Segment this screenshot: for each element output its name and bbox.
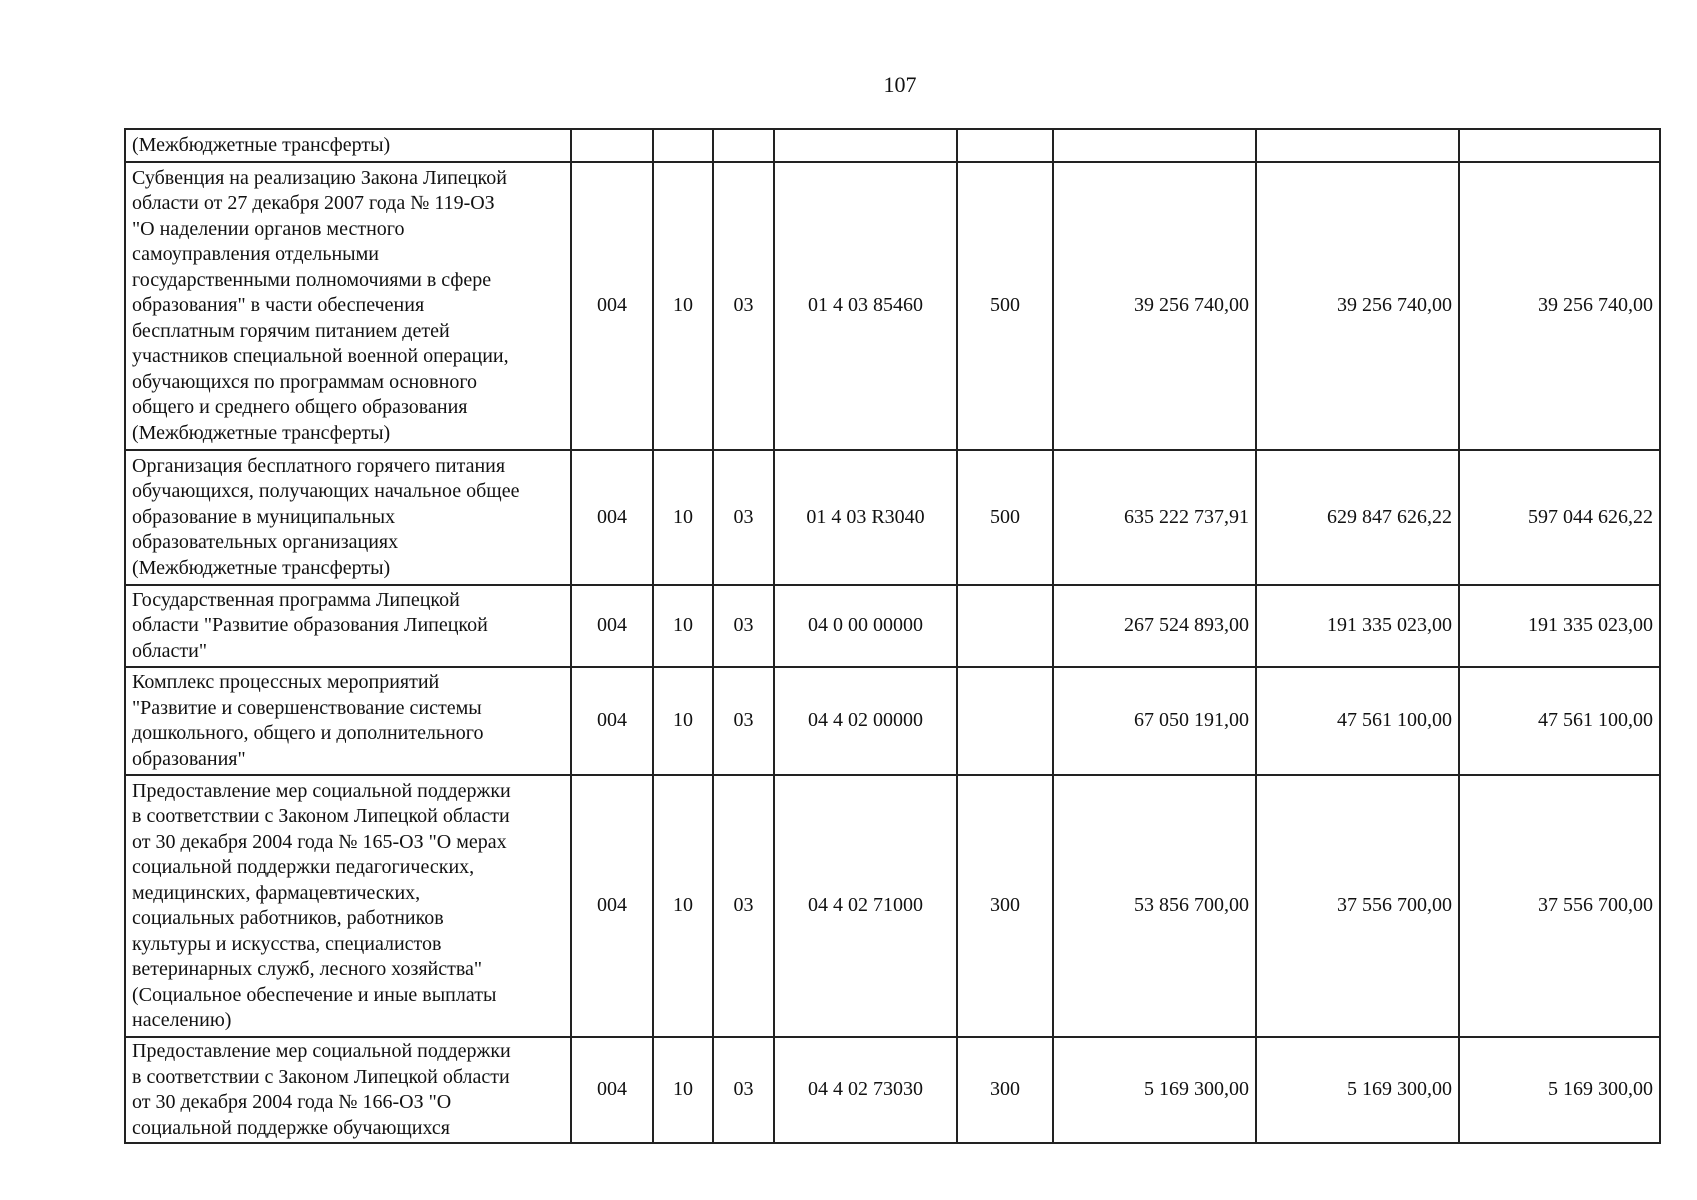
expense-type-code	[957, 667, 1053, 775]
expense-type-code: 300	[957, 1037, 1053, 1143]
expense-type-code: 300	[957, 775, 1053, 1037]
target-article-code	[774, 129, 957, 162]
subsection-code	[713, 129, 774, 162]
section-code	[653, 129, 713, 162]
subsection-code: 03	[713, 775, 774, 1037]
table-row	[125, 1037, 1660, 1143]
subsection-code: 03	[713, 1037, 774, 1143]
row-description: (Межбюджетные трансферты)	[125, 129, 571, 162]
budget-table	[124, 128, 1661, 1144]
ministry-code: 004	[571, 450, 653, 585]
amount-year-1: 53 856 700,00	[1053, 775, 1256, 1037]
section-code: 10	[653, 585, 713, 667]
amount-year-1: 67 050 191,00	[1053, 667, 1256, 775]
row-description: Организация бесплатного горячего питания обучающихся, получающих начальное общее образование в муниципальных образовательных организациях (Межбюджетные трансферты)	[125, 450, 571, 585]
table-body	[125, 129, 1660, 1143]
row-description: Предоставление мер социальной поддержки в соответствии с Законом Липецкой области от 30 декабря 2004 года № 166-ОЗ "О социальной поддержке обучающихся	[125, 1037, 571, 1143]
table-row	[125, 450, 1660, 585]
expense-type-code: 500	[957, 162, 1053, 450]
subsection-code: 03	[713, 162, 774, 450]
expense-type-code	[957, 129, 1053, 162]
page-number: 107	[883, 72, 917, 97]
amount-year-1: 635 222 737,91	[1053, 450, 1256, 585]
target-article-code: 04 4 02 73030	[774, 1037, 957, 1143]
target-article-code: 04 0 00 00000	[774, 585, 957, 667]
table-row	[125, 585, 1660, 667]
expense-type-code	[957, 585, 1053, 667]
ministry-code: 004	[571, 775, 653, 1037]
amount-year-1: 267 524 893,00	[1053, 585, 1256, 667]
ministry-code: 004	[571, 585, 653, 667]
amount-year-2: 37 556 700,00	[1256, 775, 1459, 1037]
ministry-code: 004	[571, 1037, 653, 1143]
amount-year-2: 39 256 740,00	[1256, 162, 1459, 450]
table-row	[125, 129, 1660, 162]
target-article-code: 04 4 02 71000	[774, 775, 957, 1037]
section-code: 10	[653, 775, 713, 1037]
amount-year-1	[1053, 129, 1256, 162]
amount-year-2: 629 847 626,22	[1256, 450, 1459, 585]
section-code: 10	[653, 162, 713, 450]
amount-year-3: 5 169 300,00	[1459, 1037, 1660, 1143]
amount-year-1: 5 169 300,00	[1053, 1037, 1256, 1143]
table-row	[125, 775, 1660, 1037]
table-row	[125, 667, 1660, 775]
target-article-code: 01 4 03 85460	[774, 162, 957, 450]
ministry-code: 004	[571, 667, 653, 775]
ministry-code	[571, 129, 653, 162]
subsection-code: 03	[713, 667, 774, 775]
ministry-code: 004	[571, 162, 653, 450]
expense-type-code: 500	[957, 450, 1053, 585]
amount-year-2: 191 335 023,00	[1256, 585, 1459, 667]
section-code: 10	[653, 450, 713, 585]
row-description: Государственная программа Липецкой области "Развитие образования Липецкой области"	[125, 585, 571, 667]
amount-year-3: 191 335 023,00	[1459, 585, 1660, 667]
amount-year-1: 39 256 740,00	[1053, 162, 1256, 450]
amount-year-3: 47 561 100,00	[1459, 667, 1660, 775]
row-description: Предоставление мер социальной поддержки в соответствии с Законом Липецкой области от 30 декабря 2004 года № 165-ОЗ "О мерах социальной поддержки педагогических, медицинских, фармацевтических, социальных работников, работников культуры и искусства, специалистов ветеринарных служб, лесного хозяйства" (Социальное обеспечение и иные выплаты населению)	[125, 775, 571, 1037]
table-row	[125, 162, 1660, 450]
amount-year-2: 5 169 300,00	[1256, 1037, 1459, 1143]
row-description: Субвенция на реализацию Закона Липецкой области от 27 декабря 2007 года № 119-ОЗ "О наделении органов местного самоуправления отдельными государственными полномочиями в сфере образования" в части обеспечения бесплатным горячим питанием детей участников специальной военной операции, обучающихся по программам основного общего и среднего общего образования (Межбюджетные трансферты)	[125, 162, 571, 450]
subsection-code: 03	[713, 585, 774, 667]
amount-year-3: 597 044 626,22	[1459, 450, 1660, 585]
section-code: 10	[653, 667, 713, 775]
amount-year-3: 37 556 700,00	[1459, 775, 1660, 1037]
amount-year-2: 47 561 100,00	[1256, 667, 1459, 775]
target-article-code: 04 4 02 00000	[774, 667, 957, 775]
section-code: 10	[653, 1037, 713, 1143]
row-description: Комплекс процессных мероприятий "Развитие и совершенствование системы дошкольного, общего и дополнительного образования"	[125, 667, 571, 775]
subsection-code: 03	[713, 450, 774, 585]
amount-year-3: 39 256 740,00	[1459, 162, 1660, 450]
amount-year-2	[1256, 129, 1459, 162]
amount-year-3	[1459, 129, 1660, 162]
target-article-code: 01 4 03 R3040	[774, 450, 957, 585]
